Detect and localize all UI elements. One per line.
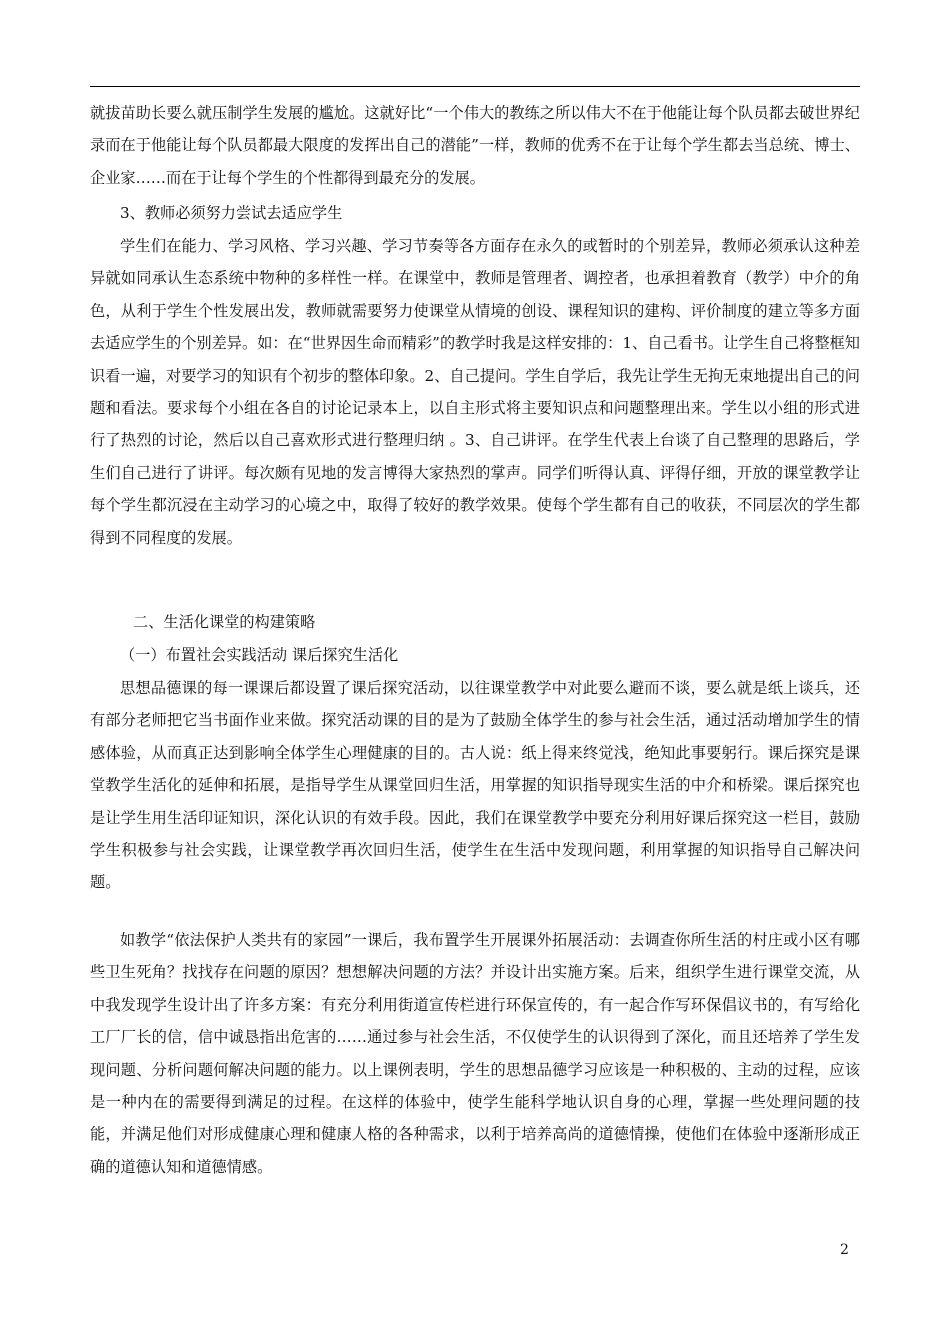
section-heading-3: 3、教师必须努力尝试去适应学生 — [120, 204, 343, 222]
header-rule — [90, 86, 860, 87]
section-heading-2: 二、生活化课堂的构建策略 — [133, 613, 316, 631]
paragraph-after-class-inquiry: 思想品德课的每一课课后都设置了课后探究活动，以往课堂教学中对此要么避而不谈，要么就是纸上谈兵，还有部分老师把它当书面作业来做。探究活动课的目的是为了鼓励全体学生的参与社会生活，通过活动增加学生的情感体验，从而真正达到影响全体学生心理健康的目的。古人说：纸上得来终觉浅，绝知此事要躬行。课后探究是课堂教学生活化的延伸和拓展，是指导学生从课堂回归生活，用掌握的知识指导现实生活的中介和桥梁。课后探究也是让学生用生活印证知识，深化认识的有效手段。因此，我们在课堂教学中要充分利用好课后探究这一栏目，鼓励学生积极参与社会实践，让课堂教学再次回归生活，使学生在生活中发现问题，利用掌握的知识指导自己解决问题。 — [90, 679, 860, 892]
paragraph-teaching-example: 如教学“依法保护人类共有的家园”一课后，我布置学生开展课外拓展活动：去调查你所生活的村庄或小区有哪些卫生死角？找找存在问题的原因？想想解决问题的方法？并设计出实施方案。后来，组织学生进行课堂交流，从中我发现学生设计出了许多方案：有充分利用街道宣传栏进行环保宣传的，有一起合作写环保倡议书的，有写给化工厂厂长的信，信中诚恳指出危害的……通过参与社会生活，不仅使学生的认识得到了深化，而且还培养了学生发现问题、分析问题何解决问题的能力。以上课例表明，学生的思想品德学习应该是一种积极的、主动的过程，应该是一种内在的需要得到满足的过程。在这样的体验中，使学生能科学地认识自身的心理，掌握一些处理问题的技能，并满足他们对形成健康心理和健康人格的各种需求，以利于培养高尚的道德情操，使他们在体验中逐渐形成正确的道德认知和道德情感。 — [90, 931, 860, 1176]
subsection-heading-1: （一）布置社会实践活动 课后探究生活化 — [120, 646, 399, 664]
page-number: 2 — [840, 1242, 849, 1258]
paragraph-continued: 就拔苗助长要么就压制学生发展的尴尬。这就好比“一个伟大的教练之所以伟大不在于他能让每个队员都去破世界纪录而在于他能让每个队员都最大限度的发挥出自己的潜能”一样，教师的优秀不在于让每个学生都去当总统、博士、企业家……而在于让每个学生的个性都得到最充分的发展。 — [90, 104, 860, 187]
paragraph-adapt-students: 学生们在能力、学习风格、学习兴趣、学习节奏等各方面存在永久的或暂时的个别差异，教师必须承认这种差异就如同承认生态系统中物种的多样性一样。在课堂中，教师是管理者、调控者，也承担着教育（教学）中介的角色，从利于学生个性发展出发，教师就需要努力使课堂从情境的创设、课程知识的建构、评价制度的建立等多方面去适应学生的个别差异。如：在“世界因生命而精彩”的教学时我是这样安排的：1、自己看书。让学生自己将整框知识看一遍，对要学习的知识有个初步的整体印象。2、自己提问。学生自学后，我先让学生无拘无束地提出自己的问题和看法。要求每个小组在各自的讨论记录本上，以自主形式将主要知识点和问题整理出来。学生以小组的形式进行了热烈的讨论，然后以自己喜欢形式进行整理归纳 。3、自己讲评。在学生代表上台谈了自己整理的思路后，学生们自己进行了讲评。每次颇有见地的发言博得大家热烈的掌声。同学们听得认真、评得仔细，开放的课堂教学让每个学生都沉浸在主动学习的心境之中，取得了较好的教学效果。使每个学生都有自己的收获，不同层次的学生都得到不同程度的发展。 — [90, 237, 860, 547]
